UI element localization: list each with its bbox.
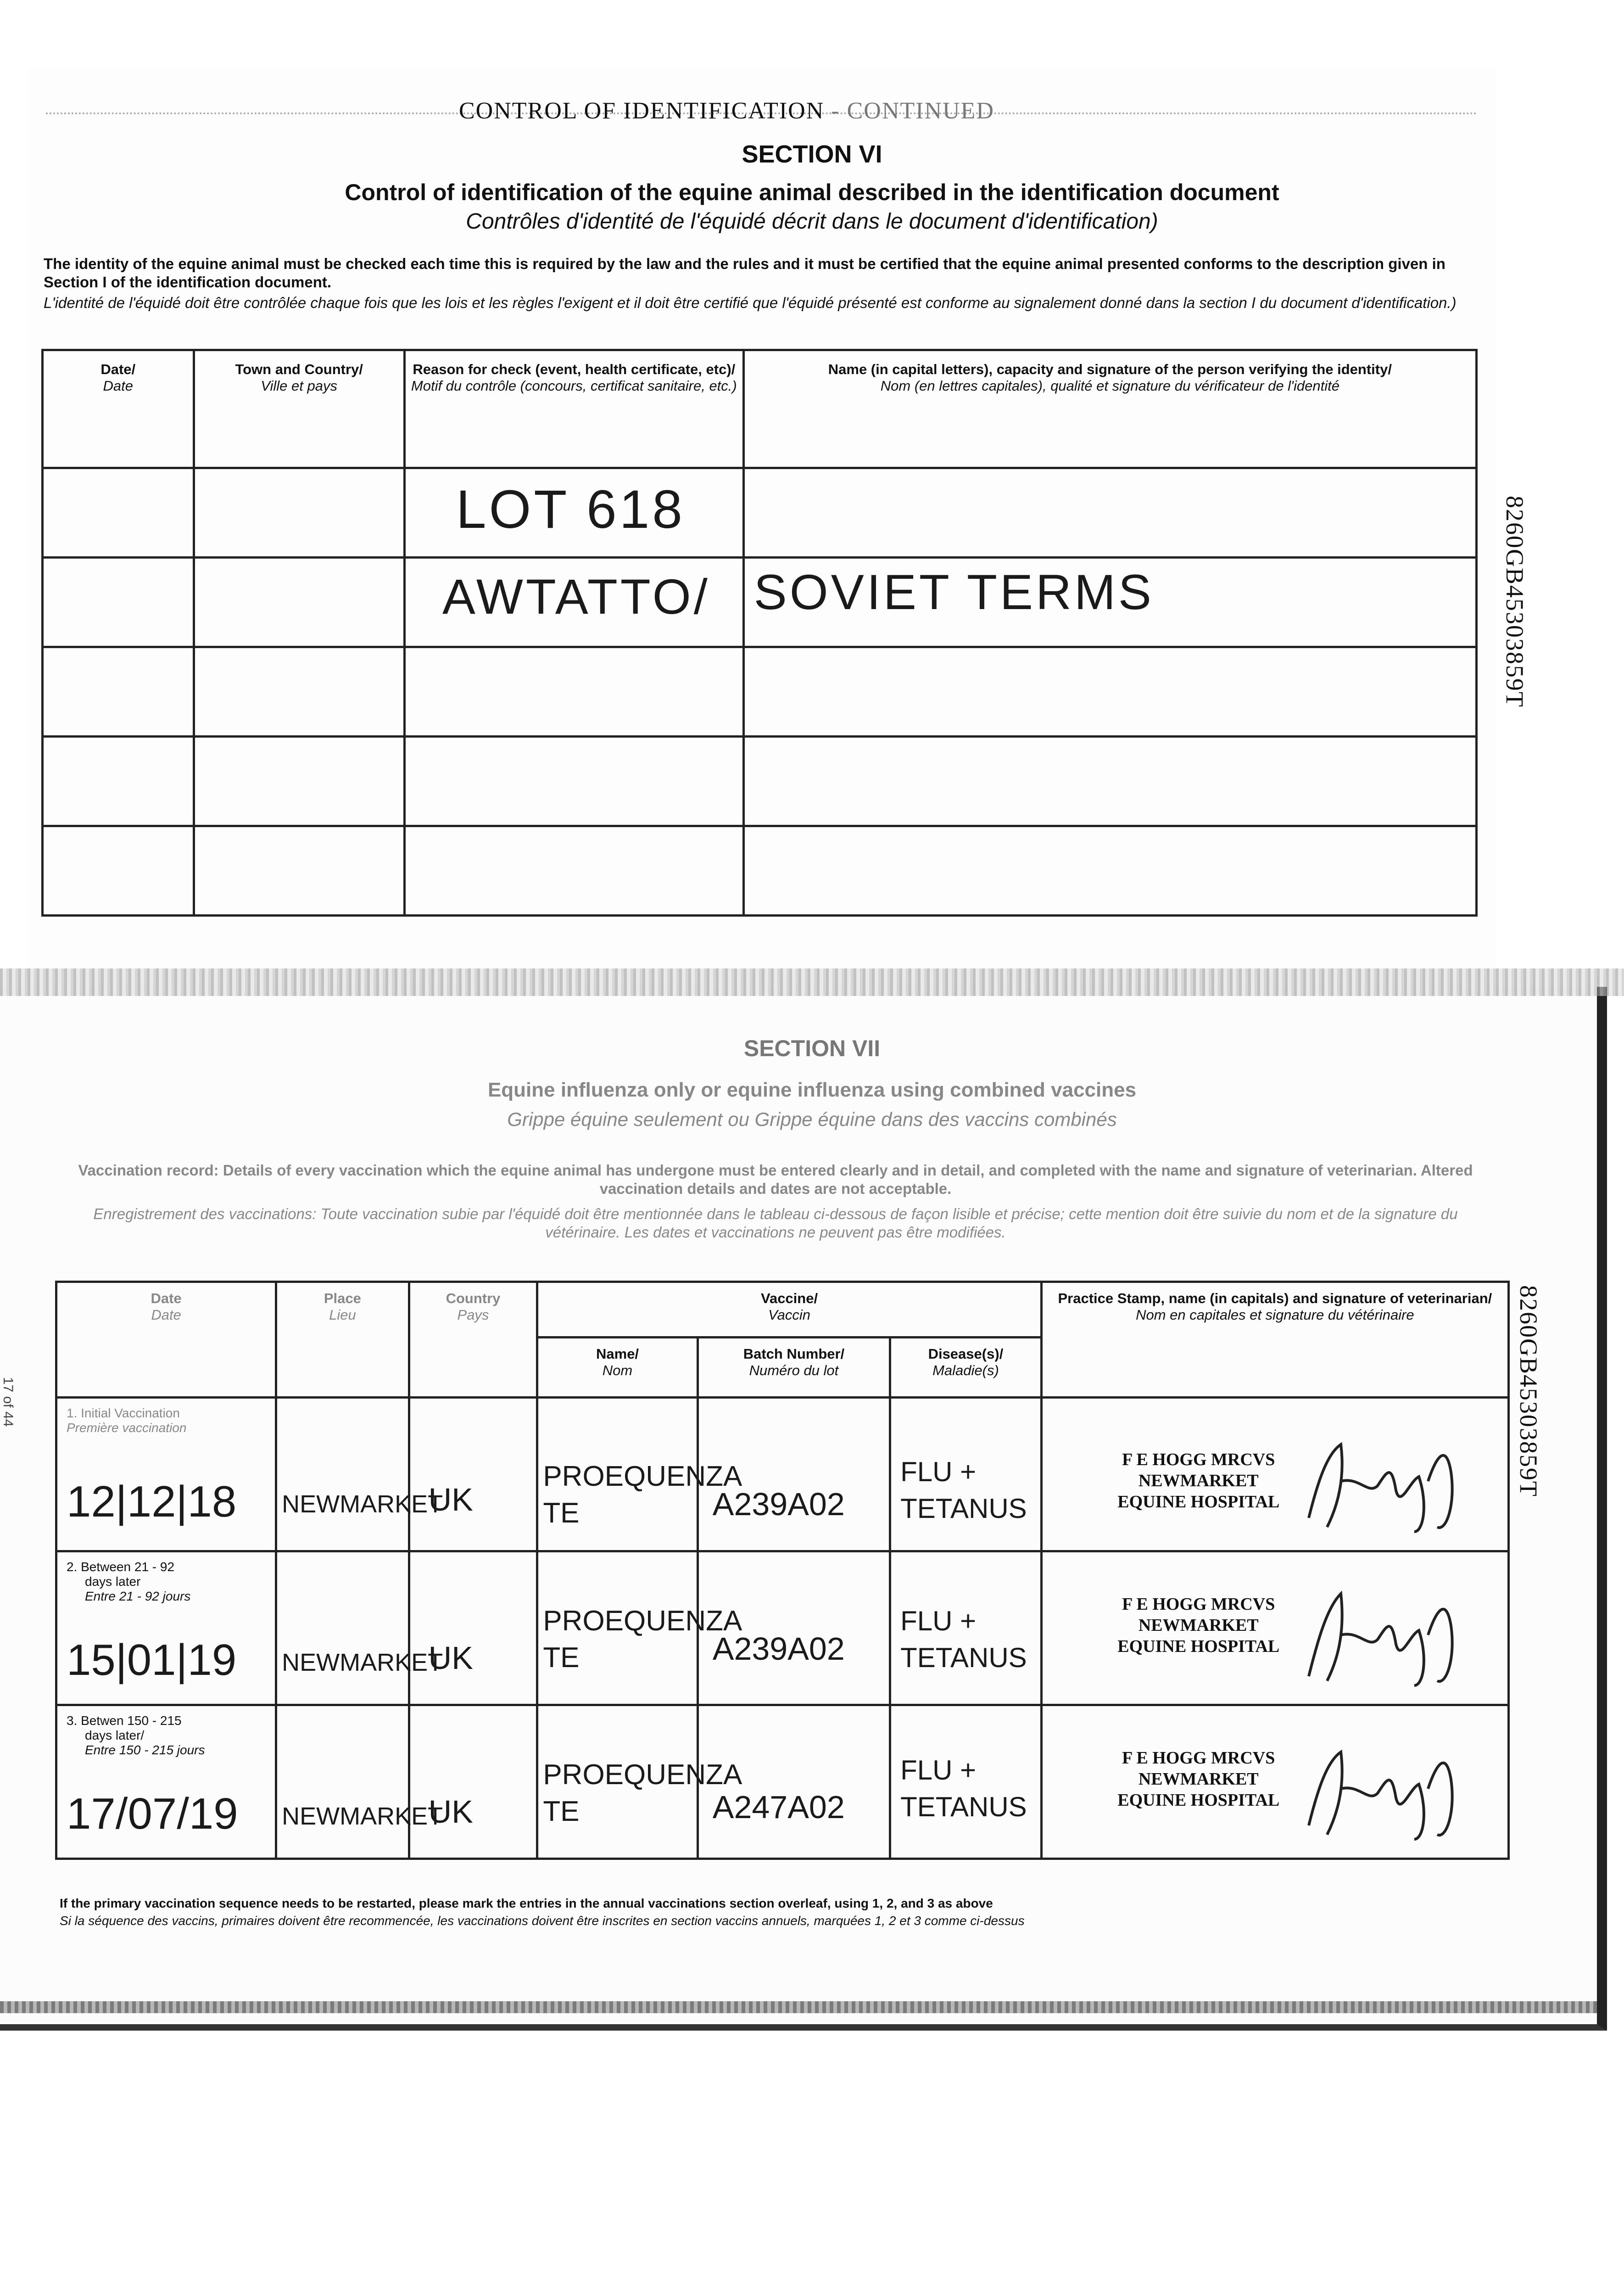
cell-vaccine-name: PROEQUENZA TE — [537, 1705, 698, 1859]
practice-stamp: F E HOGG MRCVS NEWMARKET EQUINE HOSPITAL — [1117, 1748, 1280, 1810]
cell-reason — [404, 737, 743, 826]
cell-name — [743, 737, 1476, 826]
section-6-title-en: Control of identification of the equine animal described in the identification document — [345, 179, 1279, 205]
col-vaccine-name: Name/ Nom — [537, 1338, 698, 1398]
section-7-intro-fr: Enregistrement des vaccinations: Toute vaccination subie par l'équidé doit être mentionnée dans le tableau ci-dessous de façon lisible et précise; cette mention doit être suivie du nom et de la signature du vétérinaire. Les dates et vaccinations ne peuvent pas être modifiées. — [93, 1205, 1458, 1241]
section-6-title-fr: Contrôles d'identité de l'équidé décrit dans le document d'identification) — [466, 209, 1158, 234]
cell-town — [194, 826, 404, 916]
left-margin-note: 17 of 44 — [0, 1377, 16, 1427]
col-reason: Reason for check (event, health certificate, etc)/ Motif du contrôle (concours, certificat sanitaire, etc.) — [404, 350, 743, 468]
section-7-title-fr: Grippe équine seulement ou Grippe équine dans des vaccins combinés — [507, 1108, 1117, 1130]
practice-stamp: F E HOGG MRCVS NEWMARKET EQUINE HOSPITAL — [1117, 1450, 1280, 1511]
vet-signature — [1300, 1426, 1474, 1536]
col-country: Country Pays — [409, 1282, 537, 1398]
col-disease: Disease(s)/ Maladie(s) — [890, 1338, 1042, 1398]
row-label: 3. Betwen 150 - 215 days later/ Entre 150 - 215 jours — [67, 1713, 205, 1757]
section-7-number: SECTION VII — [743, 1036, 881, 1061]
control-title-continued: - CONTINUED — [831, 98, 994, 124]
cell-date — [56, 1551, 276, 1705]
table-row — [56, 1398, 1509, 1551]
cell-stamp — [1041, 1398, 1508, 1551]
table-row — [43, 558, 1477, 647]
cell-reason — [404, 826, 743, 916]
cell-name — [743, 647, 1476, 737]
section-6-number: SECTION VI — [742, 140, 882, 168]
section-7-title-en: Equine influenza only or equine influenza using combined vaccines — [487, 1079, 1137, 1101]
cell-place: NEWMARKET — [276, 1398, 409, 1551]
cell-date — [43, 737, 194, 826]
section-6-intro-en: The identity of the equine animal must be checked each time this is required by the law and the rules and it must be certified that the equine animal presented conforms to the description given in Section I of the identification document. — [44, 255, 1445, 291]
side-id-bottom: 8260GB45303859T — [1515, 1285, 1542, 1497]
footnote-fr: Si la séquence des vaccins, primaires doivent être recommencée, les vaccinations doivent être inscrites en section vaccins annuels, marquées 1, 2 et 3 comme ci-dessus — [60, 1914, 1025, 1928]
table-header-row — [43, 350, 1477, 468]
vaccination-table — [55, 1281, 1510, 1860]
cell-country: UK — [409, 1705, 537, 1859]
table-row — [56, 1705, 1509, 1859]
cell-place: NEWMARKET — [276, 1551, 409, 1705]
cell-batch: A239A02 — [698, 1551, 890, 1705]
cell-reason: AWTATTO/ — [404, 558, 743, 647]
side-id-top: 8260GB45303859T — [1501, 496, 1529, 708]
cell-stamp — [1041, 1705, 1508, 1859]
vet-signature — [1300, 1734, 1474, 1844]
cell-disease: FLU + TETANUS — [890, 1398, 1042, 1551]
control-title — [459, 97, 994, 124]
footnote-en: If the primary vaccination sequence needs to be restarted, please mark the entries in the annual vaccinations section overleaf, using 1, 2, and 3 as above — [60, 1896, 993, 1910]
col-verifier: Name (in capital letters), capacity and signature of the person verifying the identity/ Nom (en lettres capitales), qualité et signature du vérificateur de l'identité — [743, 350, 1476, 468]
col-place: Place Lieu — [276, 1282, 409, 1398]
row-label: 1. Initial Vaccination Première vaccination — [67, 1406, 187, 1435]
cell-stamp — [1041, 1551, 1508, 1705]
cell-town — [194, 737, 404, 826]
table-row — [56, 1551, 1509, 1705]
cell-date — [43, 468, 194, 558]
cell-country: UK — [409, 1551, 537, 1705]
identification-check-table — [41, 349, 1478, 917]
table-header-row — [56, 1282, 1509, 1338]
cell-town — [194, 558, 404, 647]
table-row — [43, 737, 1477, 826]
cell-name — [743, 826, 1476, 916]
section-6-intro-fr: L'identité de l'équidé doit être contrôlée chaque fois que les lois et les règles l'exigent et il doit être certifié que l'équidé présenté est conforme au signalement donné dans la section I du document d'identification.) — [44, 294, 1457, 311]
date-value: 12|12|18 — [67, 1477, 237, 1526]
practice-stamp: F E HOGG MRCVS NEWMARKET EQUINE HOSPITAL — [1117, 1595, 1280, 1656]
table-row — [43, 826, 1477, 916]
cell-disease: FLU + TETANUS — [890, 1705, 1042, 1859]
table-row — [43, 468, 1477, 558]
control-title-main: CONTROL OF IDENTIFICATION — [459, 98, 825, 124]
cell-country: UK — [409, 1398, 537, 1551]
cell-vaccine-name: PROEQUENZA TE — [537, 1398, 698, 1551]
col-batch: Batch Number/ Numéro du lot — [698, 1338, 890, 1398]
cell-date — [43, 558, 194, 647]
cell-batch: A239A02 — [698, 1398, 890, 1551]
cell-name — [743, 468, 1476, 558]
cell-town — [194, 647, 404, 737]
col-town-country: Town and Country/ Ville et pays — [194, 350, 404, 468]
date-value: 17/07/19 — [67, 1789, 238, 1838]
page-fold — [0, 968, 1624, 996]
cell-date — [56, 1705, 276, 1859]
cell-date — [43, 826, 194, 916]
cell-vaccine-name: PROEQUENZA TE — [537, 1551, 698, 1705]
date-value: 15|01|19 — [67, 1635, 237, 1685]
cell-name: SOVIET TERMS — [743, 558, 1476, 647]
row-label: 2. Between 21 - 92 days later Entre 21 - 92 jours — [67, 1560, 191, 1603]
col-date: Date Date — [56, 1282, 276, 1398]
section-7-intro-en: Vaccination record: Details of every vaccination which the equine animal has undergone must be entered clearly and in detail, and completed with the name and signature of veterinarian. Altered vaccination details and dates are not acceptable. — [78, 1162, 1473, 1197]
cell-disease: FLU + TETANUS — [890, 1551, 1042, 1705]
col-stamp: Practice Stamp, name (in capitals) and signature of veterinarian/ Nom en capitales et signature du vétérinaire — [1041, 1282, 1508, 1398]
vet-signature — [1300, 1580, 1474, 1690]
cell-reason: LOT 618 — [404, 468, 743, 558]
cell-place: NEWMARKET — [276, 1705, 409, 1859]
cell-reason — [404, 647, 743, 737]
col-date: Date/ Date — [43, 350, 194, 468]
col-vaccine: Vaccine/ Vaccin — [537, 1282, 1041, 1338]
cell-date — [43, 647, 194, 737]
table-row — [43, 647, 1477, 737]
page-edge — [0, 2001, 1597, 2013]
cell-date — [56, 1398, 276, 1551]
cell-batch: A247A02 — [698, 1705, 890, 1859]
cell-town — [194, 468, 404, 558]
